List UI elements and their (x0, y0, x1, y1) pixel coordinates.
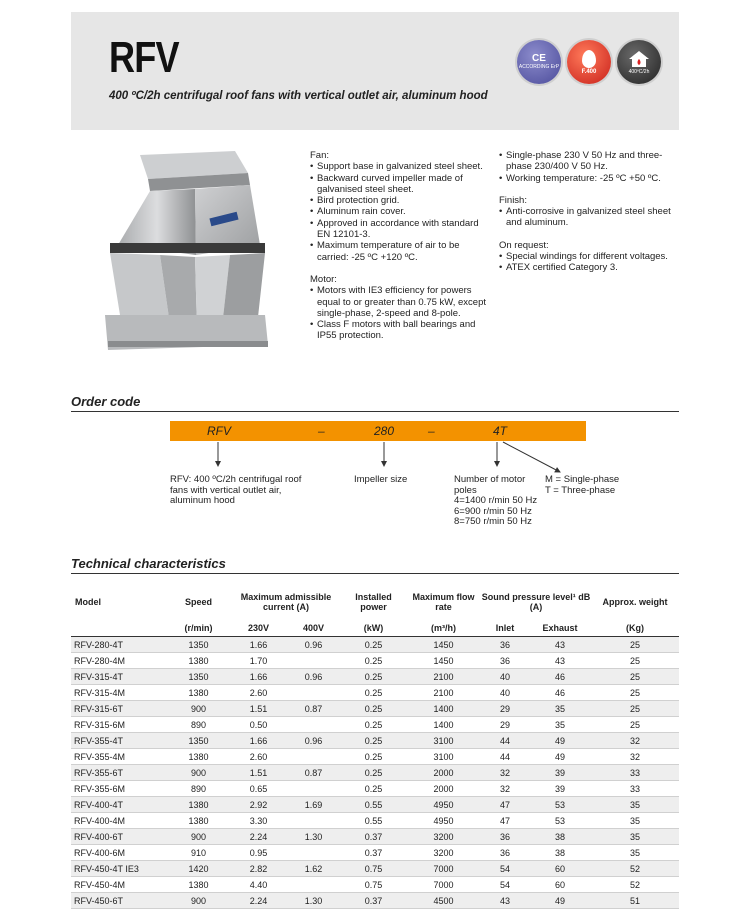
table-cell: 0.75 (341, 861, 406, 877)
table-cell: 2.60 (231, 749, 286, 765)
code-part-poles: 4T (493, 424, 508, 438)
table-cell: RFV-450-4M (71, 877, 166, 893)
table-cell: 1.30 (286, 893, 341, 909)
header-current: Maximum admissible current (A) (240, 592, 332, 612)
table-cell: 60 (529, 877, 591, 893)
code-label-phase: M = Single-phase T = Three-phase (545, 474, 620, 496)
table-row (71, 829, 679, 845)
list-item: • Support base in galvanized steel sheet. (310, 161, 490, 172)
table-cell: 35 (591, 829, 679, 845)
table-cell: 25 (591, 685, 679, 701)
table-cell: 43 (529, 653, 591, 669)
table-cell: 52 (591, 861, 679, 877)
table-cell: 1350 (166, 637, 231, 653)
table-cell: RFV-315-4M (71, 685, 166, 701)
page-subtitle: 400 ºC/2h centrifugal roof fans with vertical outlet air, aluminum hood (109, 90, 488, 102)
table-cell: 4950 (406, 797, 481, 813)
table-cell: 0.25 (341, 701, 406, 717)
table-cell: 0.75 (341, 877, 406, 893)
table-cell: 29 (481, 717, 529, 733)
table-row (71, 765, 679, 781)
table-cell: RFV-355-4M (71, 749, 166, 765)
table-cell: 1400 (406, 717, 481, 733)
arrow-phase (503, 442, 560, 472)
table-cell: 32 (591, 749, 679, 765)
code-separator: – (318, 424, 325, 438)
table-cell: 40 (481, 685, 529, 701)
table-cell: 890 (166, 781, 231, 797)
motor-heading: Motor: (310, 273, 337, 285)
list-item: • Approved in accordance with standard EN 12101-3. (310, 218, 490, 241)
table-cell: 39 (529, 781, 591, 797)
table-cell: 40 (481, 669, 529, 685)
table-cell: 2.82 (231, 861, 286, 877)
table-cell: 0.25 (341, 685, 406, 701)
table-cell (286, 813, 341, 829)
table-cell: 1380 (166, 749, 231, 765)
table-cell: 0.95 (231, 845, 286, 861)
table-cell: RFV-400-6M (71, 845, 166, 861)
list-item: • Anti-corrosive in galvanized steel sheet and aluminum. (499, 206, 679, 229)
table-row (71, 797, 679, 813)
table-cell: RFV-355-6M (71, 781, 166, 797)
table-cell: 25 (591, 653, 679, 669)
table-cell: 1400 (406, 701, 481, 717)
table-cell: 3200 (406, 845, 481, 861)
table-cell: 1420 (166, 861, 231, 877)
table-cell: 35 (529, 717, 591, 733)
table-cell: 47 (481, 797, 529, 813)
table-row (71, 637, 679, 653)
table-cell: 0.25 (341, 653, 406, 669)
table-cell: 53 (529, 797, 591, 813)
table-cell: 52 (591, 877, 679, 893)
fire-house-icon: 400ºC/2h (617, 40, 661, 84)
table-row (71, 813, 679, 829)
table-cell: 1380 (166, 813, 231, 829)
table-cell: 1350 (166, 733, 231, 749)
code-part-size: 280 (374, 424, 395, 438)
table-cell: 25 (591, 701, 679, 717)
table-cell: RFV-315-6M (71, 717, 166, 733)
table-cell: 0.37 (341, 845, 406, 861)
table-cell: 2.24 (231, 829, 286, 845)
table-cell: RFV-450-4T IE3 (71, 861, 166, 877)
table-row (71, 845, 679, 861)
table-cell: 1380 (166, 685, 231, 701)
table-cell: 38 (529, 829, 591, 845)
code-label-model: RFV: 400 ºC/2h centrifugal roof fans with vertical outlet air, aluminum hood (170, 474, 302, 506)
table-cell: 60 (529, 861, 591, 877)
table-cell: 0.65 (231, 781, 286, 797)
table-row (71, 749, 679, 765)
table-cell: 32 (481, 765, 529, 781)
table-row (71, 861, 679, 877)
list-item: • Backward curved impeller made of galvanised steel sheet. (310, 173, 490, 196)
list-item: • Single-phase 230 V 50 Hz and three-phase 230/400 V 50 Hz. (499, 150, 679, 173)
table-cell: 54 (481, 861, 529, 877)
table-cell: 0.55 (341, 797, 406, 813)
table-cell: 36 (481, 845, 529, 861)
table-cell: 0.96 (286, 669, 341, 685)
table-cell (286, 685, 341, 701)
table-cell: 35 (591, 797, 679, 813)
table-cell (286, 749, 341, 765)
technical-rule (71, 573, 679, 574)
table-cell: 36 (481, 829, 529, 845)
table-cell: 1.66 (231, 669, 286, 685)
table-cell: 1.51 (231, 765, 286, 781)
header-flow: Maximum flow rate (412, 592, 475, 612)
table-cell: RFV-400-4M (71, 813, 166, 829)
table-cell: 36 (481, 653, 529, 669)
fire-icon: F.400 (567, 40, 611, 84)
technical-title: Technical characteristics (71, 556, 226, 571)
table-cell: RFV-280-4T (71, 637, 166, 653)
table-cell: 0.37 (341, 829, 406, 845)
header-power: Installed power (355, 592, 392, 612)
table-cell: 900 (166, 829, 231, 845)
code-part-model: RFV (207, 424, 231, 438)
fan-heading: Fan: (310, 150, 330, 161)
table-cell: 0.25 (341, 637, 406, 653)
table-cell: 25 (591, 669, 679, 685)
list-item: • ATEX certified Category 3. (499, 262, 679, 273)
table-row (71, 653, 679, 669)
table-cell: 3100 (406, 733, 481, 749)
table-cell: 0.96 (286, 733, 341, 749)
table-cell: 3200 (406, 829, 481, 845)
table-cell (286, 781, 341, 797)
header-sound: Sound pressure level¹ dB (A) (481, 592, 591, 612)
list-item: • Motors with IE3 efficiency for powers equal to or greater than 0.75 kW, except single-phase, 2-speed and 8-pole. (310, 285, 490, 319)
table-cell: 49 (529, 749, 591, 765)
code-separator: – (428, 424, 435, 438)
table-cell: 2100 (406, 669, 481, 685)
table-cell: 0.55 (341, 813, 406, 829)
table-cell: 1450 (406, 637, 481, 653)
table-cell: 1.66 (231, 733, 286, 749)
table-cell: RFV-280-4M (71, 653, 166, 669)
table-cell: 910 (166, 845, 231, 861)
table-cell: 2.92 (231, 797, 286, 813)
table-cell: 2000 (406, 765, 481, 781)
table-cell: 900 (166, 701, 231, 717)
table-cell: 49 (529, 893, 591, 909)
table-cell: 1.69 (286, 797, 341, 813)
table-row (71, 733, 679, 749)
table-cell: 1380 (166, 797, 231, 813)
table-cell: 7000 (406, 877, 481, 893)
table-cell: 0.87 (286, 701, 341, 717)
table-cell: 4.40 (231, 877, 286, 893)
table-cell: 1.62 (286, 861, 341, 877)
table-cell (286, 845, 341, 861)
code-label-impeller: Impeller size (354, 474, 408, 485)
table-cell: 36 (481, 637, 529, 653)
table-cell: 3.30 (231, 813, 286, 829)
table-cell: RFV-400-4T (71, 797, 166, 813)
table-row (71, 701, 679, 717)
table-cell: 900 (166, 893, 231, 909)
table-cell: 33 (591, 765, 679, 781)
table-cell: 1450 (406, 653, 481, 669)
header-speed: Speed (184, 597, 212, 607)
table-cell: 46 (529, 669, 591, 685)
table-cell: 1380 (166, 653, 231, 669)
table-cell: 1.30 (286, 829, 341, 845)
table-cell: 33 (591, 781, 679, 797)
table-cell: 2000 (406, 781, 481, 797)
table-cell: 1380 (166, 877, 231, 893)
table-cell: RFV-355-6T (71, 765, 166, 781)
table-cell: 1.66 (231, 637, 286, 653)
table-cell: 35 (591, 813, 679, 829)
table-cell: 0.87 (286, 765, 341, 781)
request-heading: On request: (499, 239, 549, 251)
table-row (71, 669, 679, 685)
table-cell: 25 (591, 637, 679, 653)
table-cell: 0.50 (231, 717, 286, 733)
table-cell: 43 (529, 637, 591, 653)
code-label-poles: Number of motor poles 4=1400 r/min 50 Hz 6=900 r/min 50 Hz 8=750 r/min 50 Hz (454, 474, 538, 527)
table-cell (286, 653, 341, 669)
table-cell: 47 (481, 813, 529, 829)
table-cell: 0.25 (341, 749, 406, 765)
table-cell: 1350 (166, 669, 231, 685)
table-row (71, 877, 679, 893)
table-cell: 49 (529, 733, 591, 749)
table-row (71, 781, 679, 797)
table-cell: 51 (591, 893, 679, 909)
table-cell: 2.24 (231, 893, 286, 909)
table-cell: 43 (481, 893, 529, 909)
table-cell: 0.25 (341, 717, 406, 733)
table-cell: 0.25 (341, 733, 406, 749)
order-code-title: Order code (71, 394, 141, 409)
list-item: • Class F motors with ball bearings and IP55 protection. (310, 319, 490, 342)
table-cell: 0.37 (341, 893, 406, 909)
table-cell: 4950 (406, 813, 481, 829)
list-item: • Maximum temperature of air to be carried: -25 ºC +120 ºC. (310, 240, 490, 263)
table-cell: 2100 (406, 685, 481, 701)
table-cell: 54 (481, 877, 529, 893)
ce-erp-icon: CE ACCORDING ErP (517, 40, 561, 84)
technical-table (71, 584, 679, 909)
table-cell: 4500 (406, 893, 481, 909)
table-cell: RFV-450-6T (71, 893, 166, 909)
table-cell: 38 (529, 845, 591, 861)
table-cell: 1.51 (231, 701, 286, 717)
header-weight: Approx. weight (602, 597, 668, 607)
table-cell: 890 (166, 717, 231, 733)
table-cell: RFV-315-6T (71, 701, 166, 717)
table-cell: 1.70 (231, 653, 286, 669)
table-row (71, 685, 679, 701)
table-cell: 0.25 (341, 669, 406, 685)
table-cell: 44 (481, 733, 529, 749)
table-cell: 25 (591, 717, 679, 733)
table-cell: RFV-355-4T (71, 733, 166, 749)
table-cell: 53 (529, 813, 591, 829)
list-item: • Working temperature: -25 ºC +50 ºC. (499, 173, 679, 184)
table-cell: 44 (481, 749, 529, 765)
table-cell: 35 (529, 701, 591, 717)
table-cell: 0.96 (286, 637, 341, 653)
table-cell: RFV-315-4T (71, 669, 166, 685)
technical-table-body (71, 637, 679, 909)
units-row: (r/min) 230V 400V (kW) (m³/h) Inlet Exhaust (Kg) (71, 620, 679, 637)
table-row (71, 717, 679, 733)
table-row (71, 893, 679, 909)
table-cell: 29 (481, 701, 529, 717)
table-cell: RFV-400-6T (71, 829, 166, 845)
table-cell: 0.25 (341, 781, 406, 797)
table-cell (286, 717, 341, 733)
table-cell: 46 (529, 685, 591, 701)
list-item: • Bird protection grid. (310, 195, 490, 206)
page-title: RFV (109, 33, 179, 82)
table-cell: 32 (591, 733, 679, 749)
table-cell: 32 (481, 781, 529, 797)
list-item: • Special windings for different voltages. (499, 251, 679, 262)
table-cell: 900 (166, 765, 231, 781)
table-cell: 35 (591, 845, 679, 861)
table-cell: 3100 (406, 749, 481, 765)
table-cell: 0.25 (341, 765, 406, 781)
table-cell: 7000 (406, 861, 481, 877)
table-cell: 39 (529, 765, 591, 781)
table-cell: 2.60 (231, 685, 286, 701)
list-item: • Aluminum rain cover. (310, 206, 490, 217)
header-model: Model (75, 597, 101, 607)
table-cell (286, 877, 341, 893)
finish-heading: Finish: (499, 194, 527, 206)
